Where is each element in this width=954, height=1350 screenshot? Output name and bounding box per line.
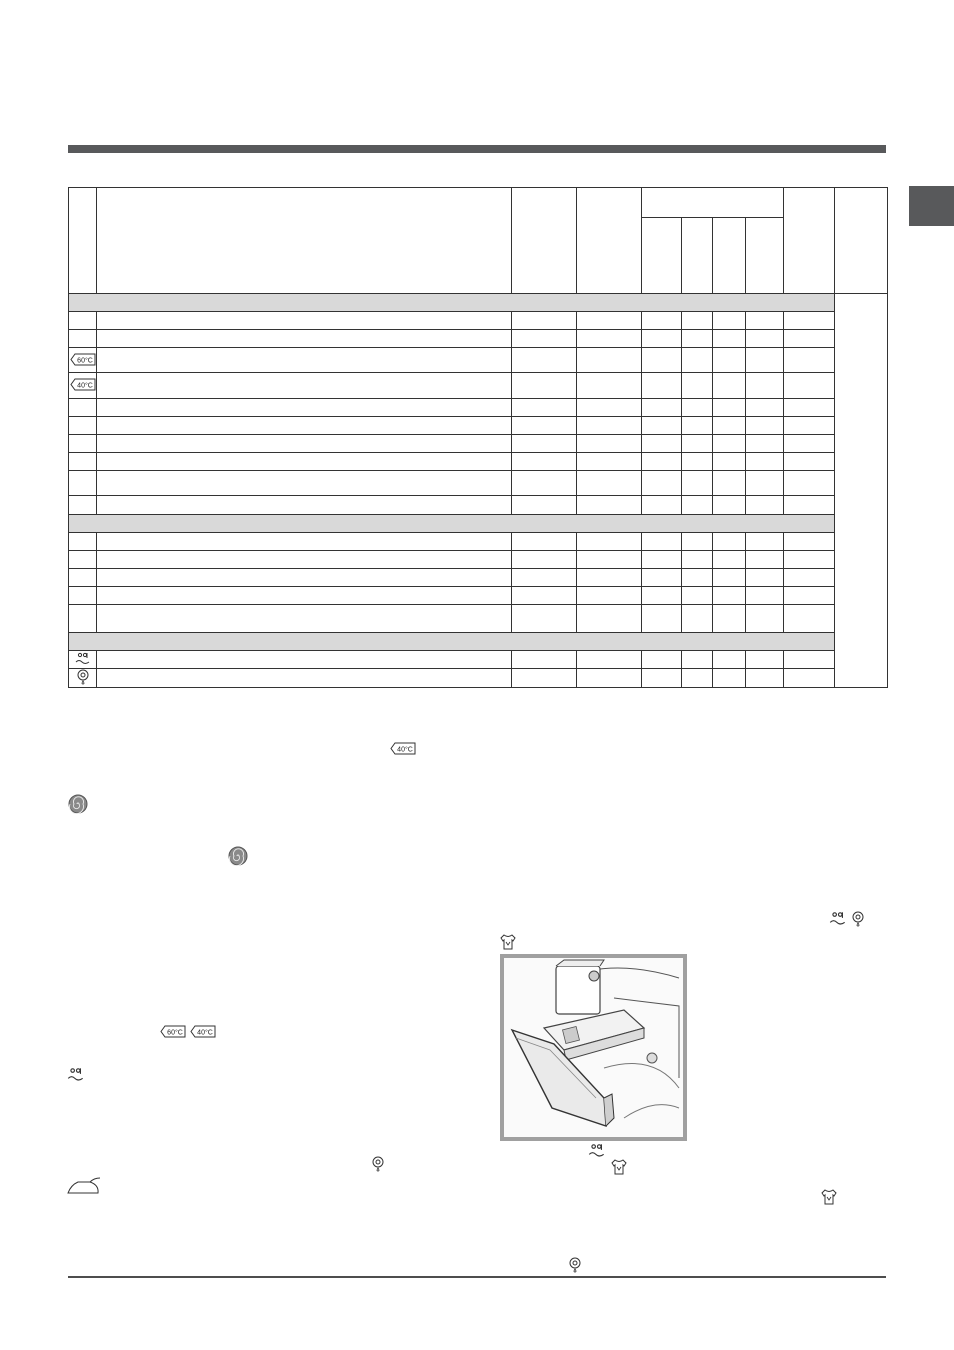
spin-drain-icon (76, 669, 90, 685)
rinse-icon (587, 1142, 607, 1160)
header-subcell (713, 218, 746, 294)
programme-table (68, 187, 888, 688)
table-row (69, 605, 888, 633)
spin-drain-icon (851, 910, 865, 928)
header-subcell (642, 218, 682, 294)
table-row (69, 417, 888, 435)
temp-60-icon (160, 1025, 186, 1038)
spin-drain-icon (371, 1155, 385, 1173)
table-row (69, 587, 888, 605)
rinse-icon (74, 652, 92, 666)
header-cell-load (784, 188, 835, 294)
table-row (69, 435, 888, 453)
header-rule (68, 145, 886, 153)
table-row (69, 453, 888, 471)
temp-40-icon (390, 742, 416, 755)
section-heading-cell (69, 515, 835, 533)
header-cell-programme (97, 188, 512, 294)
table-row (69, 551, 888, 569)
table-row (69, 569, 888, 587)
section-row (69, 515, 888, 533)
spin-cell (69, 669, 97, 688)
rinse-icon (66, 1066, 86, 1084)
detergent-drawer-illustration (500, 954, 687, 1141)
drawer-drawing (504, 958, 683, 1137)
shirt-icon (610, 1158, 628, 1176)
table-row (69, 348, 888, 373)
footer-rule (68, 1276, 886, 1278)
header-cell-temperature (512, 188, 577, 294)
header-cell-duration (835, 188, 888, 294)
language-tab (909, 186, 954, 226)
svg-text:60°C: 60°C (167, 1029, 183, 1037)
section-heading-cell (69, 294, 835, 312)
spiral-icon (228, 846, 248, 866)
table-row (69, 651, 888, 669)
section-row (69, 633, 888, 651)
table-row (69, 669, 888, 688)
header-cell-detergents (642, 188, 784, 218)
svg-text:60°C: 60°C (76, 357, 93, 364)
table-row (69, 471, 888, 496)
table-row (69, 312, 888, 330)
table-row (69, 373, 888, 399)
section-row (69, 294, 888, 312)
header-cell-number (69, 188, 97, 294)
temp-60-cell (69, 348, 97, 373)
table-row (69, 399, 888, 417)
temp-40-icon (190, 1025, 216, 1038)
temp-60-icon (70, 353, 96, 366)
header-cell-spin (577, 188, 642, 294)
shirt-icon (820, 1188, 838, 1206)
temp-40-cell (69, 373, 97, 399)
table-row (69, 496, 888, 515)
iron-icon (66, 1176, 104, 1196)
spin-drain-icon (568, 1256, 582, 1274)
temp-40-icon (70, 378, 96, 391)
svg-text:40°C: 40°C (397, 746, 413, 754)
svg-text:40°C: 40°C (76, 382, 93, 390)
header-subcell (682, 218, 713, 294)
rinse-cell (69, 651, 97, 669)
spiral-icon (68, 794, 88, 814)
rinse-icon (828, 910, 848, 928)
shirt-icon (499, 933, 517, 951)
section-heading-cell (69, 633, 835, 651)
table-row (69, 533, 888, 551)
svg-text:40°C: 40°C (197, 1029, 213, 1037)
header-row-top (69, 188, 888, 218)
duration-column-cell (835, 294, 888, 688)
header-subcell (746, 218, 784, 294)
table-row (69, 330, 888, 348)
